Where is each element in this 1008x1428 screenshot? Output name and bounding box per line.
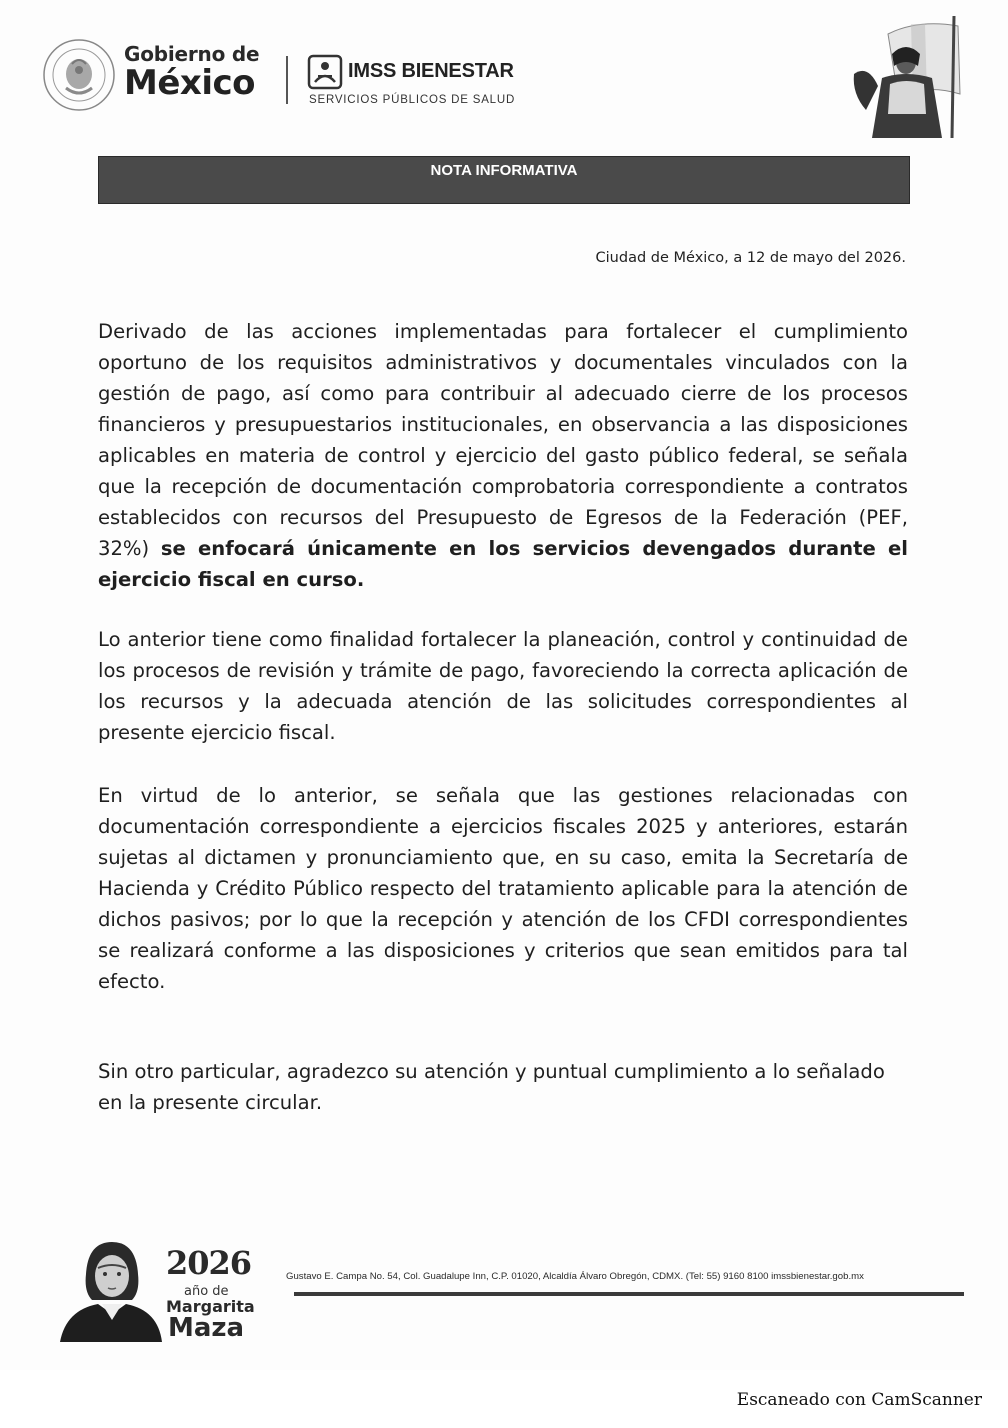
camscanner-label: Escaneado con CamScanner xyxy=(736,1390,982,1410)
margarita-maza-portrait-icon xyxy=(58,1234,162,1342)
paragraph-3: En virtud de lo anterior, se señala que las gestiones relacionadas con documentación correspondiente a ejercicios fiscales 2025 y anteriores, estarán sujetas al dictamen y pronunciamiento que, en su caso, emita la Secretaría de Hacienda y Crédito Público respecto del tratamiento aplicable para la atención de dichos pasivos; por lo que la recepción y atención de los CFDI correspondientes se realizará conforme a las disposiciones y criterios que sean emitidos para tal efecto. xyxy=(98,784,908,993)
nota-informativa-banner xyxy=(98,156,910,204)
heroine-flag-icon xyxy=(848,14,964,138)
gobierno-line1: Gobierno de xyxy=(124,42,260,66)
paragraph-1 xyxy=(98,316,908,595)
paragraph-2: Lo anterior tiene como finalidad fortalecer la planeación, control y continuidad de los procesos de revisión y trámite de pago, favoreciendo la correcta aplicación de los recursos y la adecuada atención de las solicitudes correspondientes al presente ejercicio fiscal. xyxy=(98,628,908,744)
footer-name-line2: Maza xyxy=(168,1313,245,1343)
document-date: Ciudad de México, a 12 de mayo del 2026. xyxy=(595,250,906,266)
footer-anio-de: año de xyxy=(184,1284,229,1299)
imss-subtitle: SERVICIOS PÚBLICOS DE SALUD xyxy=(309,94,516,106)
imss-title: IMSS BIENESTAR xyxy=(348,60,514,82)
paragraph-1-text: Derivado de las acciones implementadas para fortalecer el cumplimiento oportuno de los requisitos administrativos y documentales vinculados con la gestión de pago, así como para contribuir al adecuado cierre de los procesos financieros y presupuestarios institucionales, en observancia a las disposiciones aplicables en materia de control y ejercicio del gasto público federal, se señala que la recepción de documentación comprobatoria correspondiente a contratos establecidos con recursos del Presupuesto de Egresos de la Federación (PEF, 32%) xyxy=(98,320,908,560)
header-divider xyxy=(286,56,288,104)
mexico-seal-icon xyxy=(42,38,116,112)
paragraph-1-bold: se enfocará únicamente en los servicios devengados durante el ejercicio fiscal en curso. xyxy=(98,537,908,591)
gobierno-line2: México xyxy=(124,63,255,103)
banner-title: NOTA INFORMATIVA xyxy=(430,162,578,179)
footer-address: Gustavo E. Campa No. 54, Col. Guadalupe Inn, C.P. 01020, Alcaldía Álvaro Obregón, CDMX. (Tel: 55) 9160 8100 imssbienestar.gob.mx xyxy=(286,1271,864,1282)
paragraph-4: Sin otro particular, agradezco su atención y puntual cumplimiento a lo señalado en la presente circular. xyxy=(98,1060,885,1114)
footer-divider xyxy=(294,1292,964,1296)
footer-year: 2026 xyxy=(166,1244,252,1282)
footer-name-line1: Margarita xyxy=(166,1297,255,1316)
gobierno-de-mexico-logo xyxy=(124,42,260,103)
imss-bienestar-logo-icon xyxy=(307,54,343,90)
